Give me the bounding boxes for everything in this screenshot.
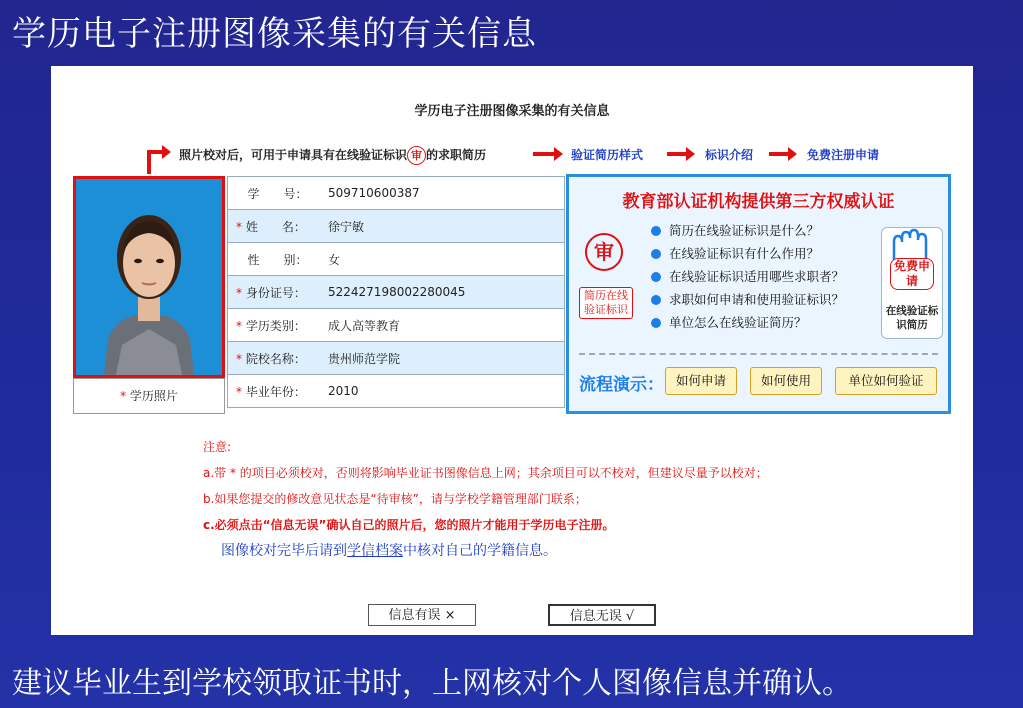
notes-section [203,434,768,564]
info-row-student-id: 学 号： 509710600387 [228,177,565,210]
id-number-value: 522427198002280045 [328,285,466,299]
shen-seal-icon: 审 [585,233,623,271]
info-row-graduation-year: * 毕业年份： 2010 [228,375,565,408]
school-value: 贵州师范学院 [328,351,401,366]
note-a: a.带 * 的项目必须校对，否则将影响毕业证书图像信息上网；其余项目可以不校对，但建议尽量予以校对； [203,466,768,480]
note-d: 图像校对完毕后请到学信档案中核对自己的学籍信息。 [221,543,557,559]
certification-ad-box [566,174,951,414]
student-info-table [227,176,565,408]
photo-label: * 学历照片 [73,378,225,414]
link-free-register[interactable]: 免费注册申请 [807,148,880,162]
slide-caption: 建议毕业生到学校领取证书时，上网核对个人图像信息并确认。 [12,666,852,701]
faq-list [651,219,844,334]
arrow-icon [533,152,555,156]
info-row-name: * 姓 名： 徐宁敏 [228,210,565,243]
flow-demo-label: 流程演示： [579,375,664,395]
faq-item[interactable]: 在线验证标识适用哪些求职者？ [651,265,844,288]
how-to-use-button[interactable]: 如何使用 [750,367,822,395]
info-correct-button[interactable]: 信息无误 √ [548,604,656,626]
web-page-panel [51,66,973,635]
how-to-apply-button[interactable]: 如何申请 [665,367,737,395]
link-badge-intro[interactable]: 标识介绍 [705,148,754,162]
graduation-year-value: 2010 [328,384,359,398]
red-elbow-arrowhead [147,150,163,154]
info-row-school: * 院校名称： 贵州师范学院 [228,342,565,375]
faq-item[interactable]: 求职如何申请和使用验证标识？ [651,288,844,311]
student-id-value: 509710600387 [328,186,420,200]
employer-verify-button[interactable]: 单位如何验证 [835,367,937,395]
student-photo [73,176,225,378]
notes-title: 注意: [203,440,232,454]
gender-value: 女 [328,252,341,267]
name-value: 徐宁敏 [328,219,365,234]
info-row-gender: 性 别： 女 [228,243,565,276]
note-c: c.必须点击“信息无误”确认自己的照片后，您的照片才能用于学历电子注册。 [203,518,615,532]
verification-tag: 简历在线验证标识 [579,287,633,319]
info-row-id-number: * 身份证号： 522427198002280045 [228,276,565,309]
flow-intro: 照片校对后，可用于申请具有在线验证标识 审 的求职简历 [179,146,486,165]
faq-item[interactable]: 在线验证标识有什么作用？ [651,242,844,265]
archive-link[interactable]: 学信档案 [347,543,403,559]
page-heading: 学历电子注册图像采集的有关信息 [414,104,610,119]
education-type-value: 成人高等教育 [328,318,401,333]
cert-title: 教育部认证机构提供第三方权威认证 [622,192,895,212]
shen-seal-icon: 审 [407,146,426,165]
portrait-image [76,179,222,375]
arrow-icon [667,152,687,156]
faq-item[interactable]: 简历在线验证标识是什么？ [651,219,844,242]
note-b: b.如果您提交的修改意见状态是“待审核”，请与学校学籍管理部门联系； [203,492,587,506]
link-resume-sample[interactable]: 验证简历样式 [571,148,644,162]
info-incorrect-button[interactable]: 信息有误 × [368,604,476,626]
info-row-education-type: * 学历类别： 成人高等教育 [228,309,565,342]
slide-title: 学历电子注册图像采集的有关信息 [12,14,537,54]
hand-caption: 在线验证标识简历 [885,305,939,331]
red-elbow-arrow [147,152,151,174]
arrow-icon [769,152,789,156]
hand-badge-icon[interactable] [881,227,943,339]
divider [579,353,938,355]
faq-item[interactable]: 单位怎么在线验证简历？ [651,311,844,334]
free-apply-badge: 免费申请 [890,258,934,290]
